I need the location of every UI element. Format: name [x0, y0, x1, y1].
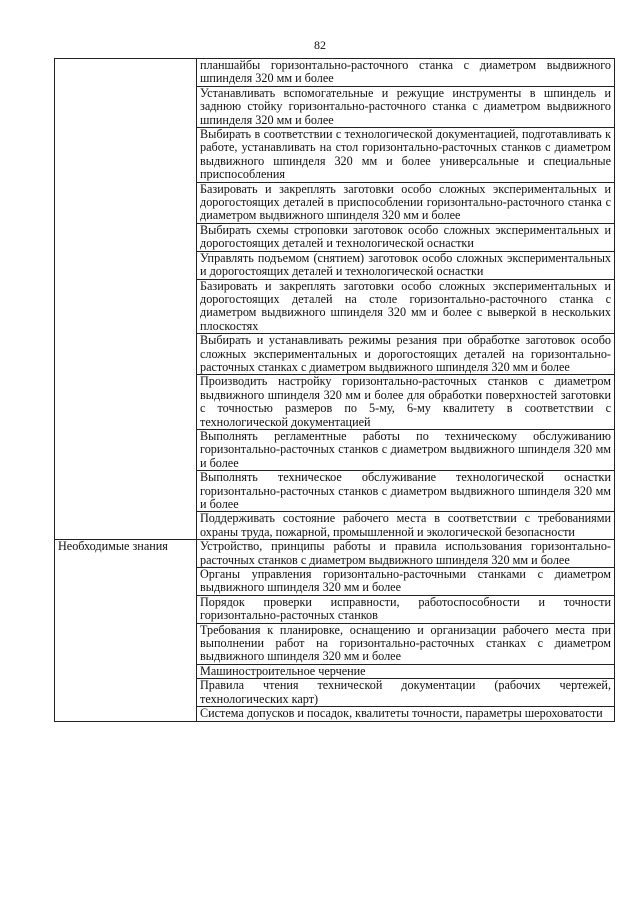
knowledge-label: Необходимые знания	[55, 540, 197, 721]
table-cell: Машиностроительное черчение	[197, 664, 615, 678]
table-cell: Порядок проверки исправности, работоспособности и точности горизонтально-расточных станков	[197, 595, 615, 623]
table-cell: Выбирать и устанавливать режимы резания при обработке заготовок особо сложных экспериментальных и дорогостоящих деталей на горизонтально-расточных станках с диаметром выдвижного шпинделя 320 мм и более	[197, 334, 615, 375]
table-cell: Базировать и закреплять заготовки особо сложных экспериментальных и дорогостоящих деталей на столе горизонтально-расточного станка с диаметром выдвижного шпинделя 320 мм и более с выверкой в нескольких плоскостях	[197, 279, 615, 334]
table-cell: Правила чтения технической документации (рабочих чертежей, технологических карт)	[197, 679, 615, 707]
table-cell: планшайбы горизонтально-расточного станка с диаметром выдвижного шпинделя 320 мм и более	[197, 59, 615, 87]
table-cell: Устройство, принципы работы и правила использования горизонтально-расточных станков с диаметром выдвижного шпинделя 320 мм и более	[197, 540, 615, 568]
table-cell: Выбирать в соответствии с технологической документацией, подготавливать к работе, устанавливать на стол горизонтально-расточных станков с диаметром выдвижного шпинделя 320 мм и более универсальные и специальные приспособления	[197, 128, 615, 183]
table-cell: Базировать и закреплять заготовки особо сложных экспериментальных и дорогостоящих деталей в приспособлении горизонтально-расточного станка с диаметром выдвижного шпинделя 320 мм и более	[197, 182, 615, 223]
table-row	[55, 59, 615, 87]
table-cell: Выбирать схемы строповки заготовок особо сложных экспериментальных и дорогостоящих деталей и технологической оснастки	[197, 223, 615, 251]
skills-label-cell	[55, 59, 197, 540]
page-number: 82	[314, 38, 326, 52]
table-cell: Производить настройку горизонтально-расточных станков с диаметром выдвижного шпинделя 320 мм и более для обработки поверхностей заготовки с точностью размеров по 5-му, 6-му квалитету в соответствии с технологической документацией	[197, 375, 615, 430]
table-cell: Система допусков и посадок, квалитеты точности, параметры шероховатости	[197, 707, 615, 721]
table-cell: Требования к планировке, оснащению и организации рабочего места при выполнении работ на горизонтально-расточных станках с диаметром выдвижного шпинделя 320 мм и более	[197, 623, 615, 664]
table-cell: Выполнять регламентные работы по техническому обслуживанию горизонтально-расточных станков с диаметром выдвижного шпинделя 320 мм и более	[197, 429, 615, 470]
competency-table	[54, 58, 615, 722]
table-cell: Выполнять техническое обслуживание технологической оснастки горизонтально-расточных станков с диаметром выдвижного шпинделя 320 мм и более	[197, 471, 615, 512]
table-cell: Поддерживать состояние рабочего места в соответствии с требованиями охраны труда, пожарной, промышленной и экологической безопасности	[197, 512, 615, 540]
table-cell: Устанавливать вспомогательные и режущие инструменты в шпиндель и заднюю стойку горизонтально-расточного станка с диаметром выдвижного шпинделя 320 мм и более	[197, 86, 615, 127]
table-cell: Органы управления горизонтально-расточными станками с диаметром выдвижного шпинделя 320 мм и более	[197, 568, 615, 596]
table-cell: Управлять подъемом (снятием) заготовок особо сложных экспериментальных и дорогостоящих деталей и технологической оснастки	[197, 251, 615, 279]
table-row	[55, 540, 615, 568]
